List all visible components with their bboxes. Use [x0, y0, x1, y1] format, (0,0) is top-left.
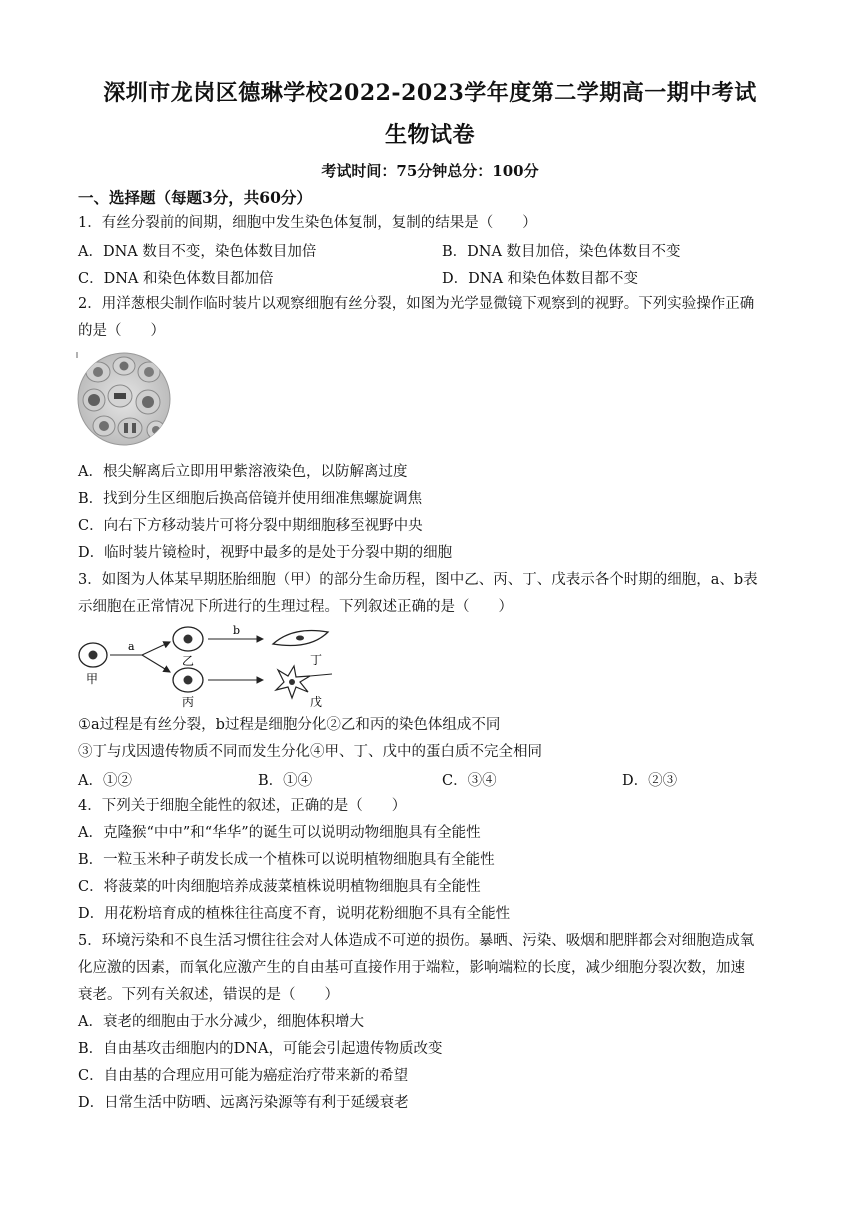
label-jia: 甲	[86, 672, 99, 686]
section-heading: 一、选择题（每题3分，共60分）	[78, 188, 312, 207]
label-process-b: b	[233, 624, 241, 637]
q5-stem-line2: 化应激的因素，而氧化应激产生的自由基可直接作用于端粒，影响端粒的长度，减少细胞分裂次数，加速	[78, 960, 745, 976]
q1-option-a: A．DNA 数目不变，染色体数目加倍	[78, 244, 317, 260]
q2-option-b: B．找到分生区细胞后换高倍镜并使用细准焦螺旋调焦	[78, 491, 423, 507]
q5-option-b: B．自由基攻击细胞内的DNA，可能会引起遗传物质改变	[78, 1041, 443, 1057]
page-subtitle: 生物试卷	[384, 122, 475, 148]
label-process-a: a	[128, 640, 135, 653]
q5-option-d: D．日常生活中防晒、远离污染源等有利于延缓衰老	[78, 1095, 409, 1111]
exam-info: 考试时间：75分钟总分：100分	[321, 162, 539, 180]
q4-option-b: B．一粒玉米种子萌发长成一个植株可以说明植物细胞具有全能性	[78, 852, 495, 868]
q2-stem-line2: 的是（ ）	[78, 323, 165, 339]
q1-option-b: B．DNA 数目加倍，染色体数目不变	[442, 244, 681, 260]
q1-option-d: D．DNA 和染色体数目都不变	[442, 271, 639, 287]
q4-option-c: C．将菠菜的叶肉细胞培养成菠菜植株说明植物细胞具有全能性	[78, 879, 481, 895]
q5-stem-line3: 衰老。下列有关叙述，错误的是（ ）	[78, 987, 339, 1003]
q2-option-a: A．根尖解离后立即用甲紫溶液染色，以防解离过度	[78, 464, 408, 480]
q5-option-a: A．衰老的细胞由于水分减少，细胞体积增大	[78, 1014, 364, 1030]
q1-option-c: C．DNA 和染色体数目都加倍	[78, 271, 274, 287]
q3-option-a: A．①②	[78, 773, 132, 789]
q3-stem-line2: 示细胞在正常情况下所进行的生理过程。下列叙述正确的是（ ）	[78, 599, 513, 615]
q3-statement-1: ①a过程是有丝分裂，b过程是细胞分化②乙和丙的染色体组成不同	[78, 717, 501, 733]
q3-option-b: B．①④	[258, 773, 313, 789]
label-ding: 丁	[310, 653, 323, 667]
q3-statement-2: ③丁与戊因遗传物质不同而发生分化④甲、丁、戊中的蛋白质不完全相同	[78, 744, 542, 760]
q5-stem-line1: 5．环境污染和不良生活习惯往往会对人体造成不可逆的损伤。暴晒、污染、吸烟和肥胖都会对细胞造成氧	[78, 933, 755, 949]
q3-option-c: C．③④	[442, 773, 497, 789]
q1-stem: 1．有丝分裂前的间期，细胞中发生染色体复制，复制的结果是（ ）	[78, 215, 537, 231]
q5-option-c: C．自由基的合理应用可能为癌症治疗带来新的希望	[78, 1068, 409, 1084]
microscope-field-image	[76, 350, 172, 448]
q3-option-d: D．②③	[622, 773, 678, 789]
page-title: 深圳市龙岗区德琳学校2022-2023学年度第二学期高一期中考试	[103, 80, 757, 106]
label-bing: 丙	[182, 695, 195, 709]
label-wu: 戊	[310, 695, 323, 709]
q2-stem-line1: 2．用洋葱根尖制作临时装片以观察细胞有丝分裂，如图为光学显微镜下观察到的视野。下列实验操作正确	[78, 296, 755, 312]
cell-development-diagram	[78, 624, 338, 710]
q4-option-a: A．克隆猴“中中”和“华华”的诞生可以说明动物细胞具有全能性	[78, 825, 481, 841]
q3-stem-line1: 3．如图为人体某早期胚胎细胞（甲）的部分生命历程，图中乙、丙、丁、戊表示各个时期的细胞，a、b表	[78, 572, 758, 588]
label-yi: 乙	[182, 654, 195, 668]
q4-option-d: D．用花粉培育成的植株往往高度不育，说明花粉细胞不具有全能性	[78, 906, 511, 922]
q4-stem: 4．下列关于细胞全能性的叙述，正确的是（ ）	[78, 798, 407, 814]
q2-option-c: C．向右下方移动装片可将分裂中期细胞移至视野中央	[78, 518, 423, 534]
q2-option-d: D．临时装片镜检时，视野中最多的是处于分裂中期的细胞	[78, 545, 453, 561]
